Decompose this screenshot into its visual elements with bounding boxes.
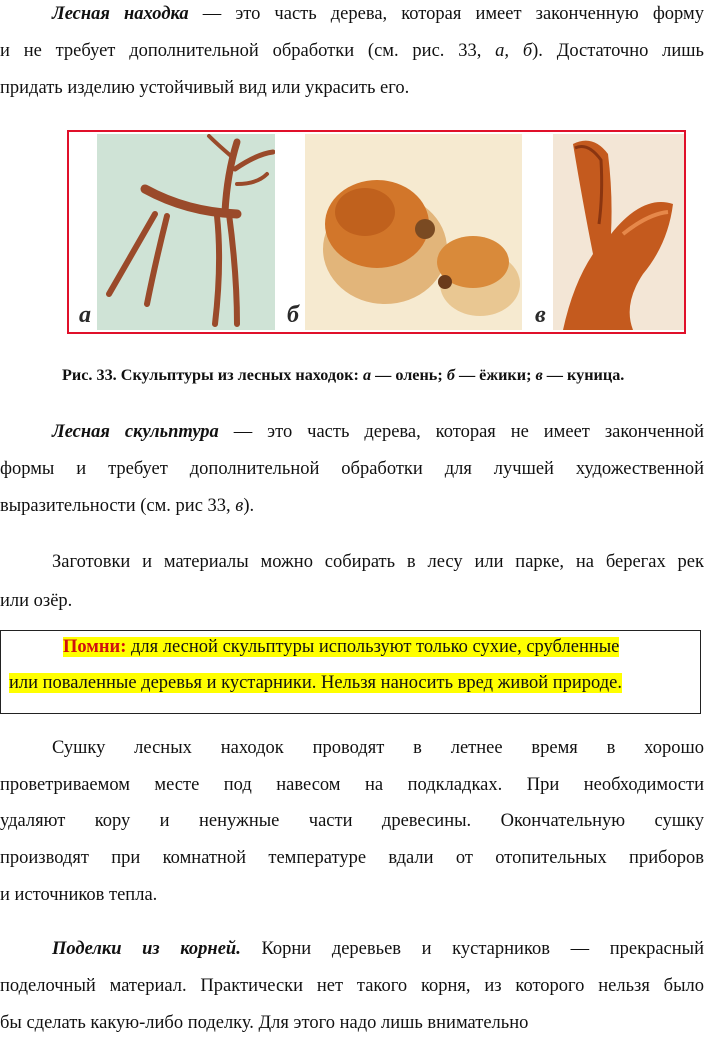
figure-letter-a: а xyxy=(79,302,91,328)
para4-line5: и источников тепла. xyxy=(0,885,158,905)
photo-marten xyxy=(553,134,684,330)
figure-letter-b: б xyxy=(287,302,299,328)
term-forest-sculpture: Лесная скульптура xyxy=(52,422,219,442)
note-line2: или поваленные деревья и кустарники. Нельзя наносить вред живой природе. xyxy=(9,673,622,693)
term-forest-find: Лесная находка xyxy=(52,4,189,24)
para1-line2: и не требует дополнительной обработки (см. рис. 33, а, б). Достаточно лишь xyxy=(0,41,704,61)
para4-line3: удаляют кору и ненужные части древесины. Окончательную сушку xyxy=(0,811,704,831)
para4-line2: проветриваемом месте под навесом на подкладках. При необходимости xyxy=(0,775,704,795)
para2-line1: Лесная скульптура — это часть дерева, которая не имеет законченной xyxy=(52,422,704,442)
photo-deer xyxy=(97,134,275,330)
para4-line4: производят при комнатной температуре вдали от отопительных приборов xyxy=(0,848,704,868)
para5-line1: Поделки из корней. Корни деревьев и кустарников — прекрасный xyxy=(52,939,704,959)
para2-line2: формы и требует дополнительной обработки для лучшей художественной xyxy=(0,459,704,479)
figure-letter-c: в xyxy=(535,302,546,328)
para1-line1: Лесная находка — это часть дерева, которая имеет законченную форму xyxy=(52,4,704,24)
note-line1: Помни: для лесной скульптуры используют только сухие, срубленные xyxy=(63,637,620,657)
figure-33 xyxy=(67,130,686,334)
para3-line1: Заготовки и материалы можно собирать в лесу или парке, на берегах рек xyxy=(52,552,704,572)
figure-caption: Рис. 33. Скульптуры из лесных находок: а — олень; б — ёжики; в — куница. xyxy=(62,366,625,384)
para3-line2: или озёр. xyxy=(0,591,73,611)
note-label: Помни: xyxy=(63,637,127,657)
photo-hedgehogs xyxy=(305,134,522,330)
term-root-crafts: Поделки из корней. xyxy=(52,939,241,959)
reminder-note-box xyxy=(0,630,701,714)
para5-line3: бы сделать какую-либо поделку. Для этого надо лишь внимательно xyxy=(0,1013,529,1033)
para5-line2: поделочный материал. Практически нет такого корня, из которого нельзя было xyxy=(0,976,704,996)
para4-line1: Сушку лесных находок проводят в летнее время в хорошо xyxy=(52,738,704,758)
para2-line3: выразительности (см. рис 33, в). xyxy=(0,496,255,516)
para1-line3: придать изделию устойчивый вид или украсить его. xyxy=(0,78,410,98)
